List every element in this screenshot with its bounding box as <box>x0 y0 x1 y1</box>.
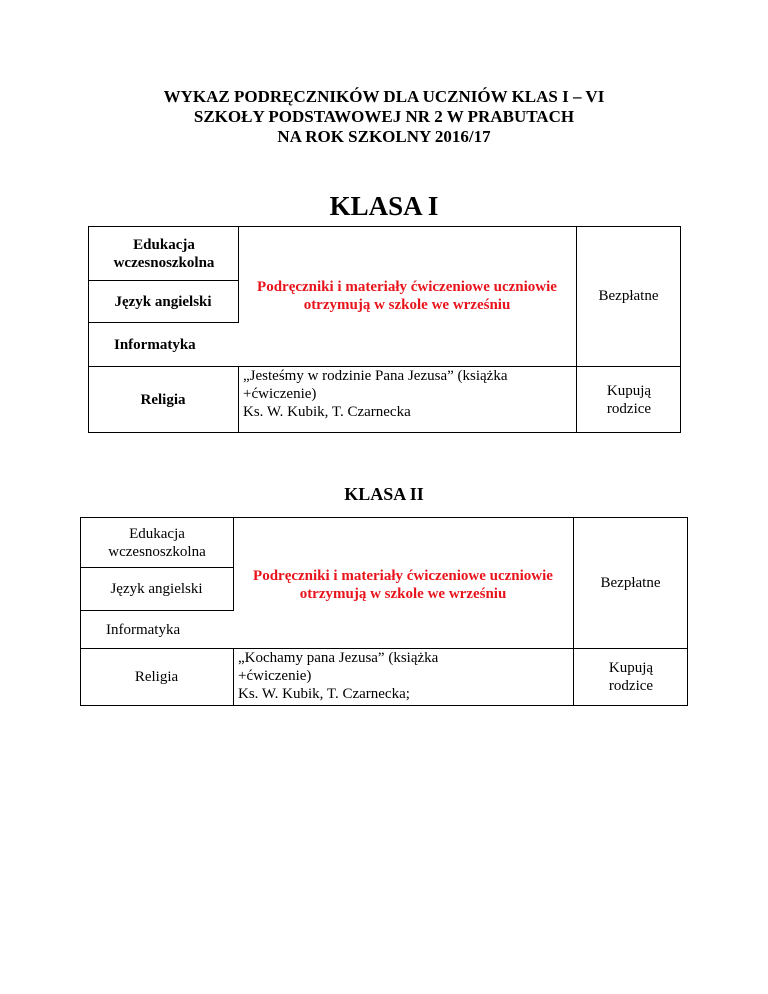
klasa2-free-text: Podręczniki i materiały ćwiczeniowe uczniowie otrzymują w szkole we wrześniu <box>253 568 553 602</box>
klasa2-subject-edukacja: Edukacja wczesnoszkolna <box>108 526 206 560</box>
klasa2-religia-cost: Kupują rodzice <box>608 660 654 694</box>
klasa2-religia-book-line-3: Ks. W. Kubik, T. Czarnecka; <box>238 686 410 702</box>
title-line-1: WYKAZ PODRĘCZNIKÓW DLA UCZNIÓW KLAS I – VI <box>163 87 605 106</box>
klasa1-subject-informatyka: Informatyka <box>114 336 196 353</box>
title-line-3: NA ROK SZKOLNY 2016/17 <box>277 127 491 146</box>
klasa1-free-text: Podręczniki i materiały ćwiczeniowe uczniowie otrzymują w szkole we wrześniu <box>257 279 557 313</box>
klasa1-religia-book-line-1: „Jesteśmy w rodzinie Pana Jezusa” (książka <box>243 368 508 384</box>
klasa2-subject-informatyka: Informatyka <box>106 621 181 638</box>
klasa1-subject-edukacja: Edukacja wczesnoszkolna <box>113 237 215 271</box>
klasa2-subject-religia: Religia <box>134 669 179 685</box>
klasa1-religia-cost: Kupują rodzice <box>606 382 652 417</box>
klasa1-religia-book-line-3: Ks. W. Kubik, T. Czarnecka <box>243 404 411 420</box>
klasa1-subject-angielski: Język angielski <box>114 293 212 310</box>
klasa2-subject-angielski: Język angielski <box>110 581 203 597</box>
klasa1-religia-book-line-2: +ćwiczenie) <box>243 386 317 402</box>
title-line-2: SZKOŁY PODSTAWOWEJ NR 2 W PRABUTACH <box>193 107 575 126</box>
klasa2-religia-book-line-2: +ćwiczenie) <box>238 668 312 684</box>
klasa2-free-cost: Bezpłatne <box>600 574 661 591</box>
klasa2-heading: KLASA II <box>344 484 424 504</box>
klasa2-religia-book-line-1: „Kochamy pana Jezusa” (książka <box>238 650 439 666</box>
klasa2-religia-book <box>234 649 573 705</box>
klasa1-free-cost: Bezpłatne <box>598 288 659 304</box>
klasa1-subject-religia: Religia <box>140 391 186 408</box>
klasa1-heading: KLASA I <box>329 191 439 221</box>
